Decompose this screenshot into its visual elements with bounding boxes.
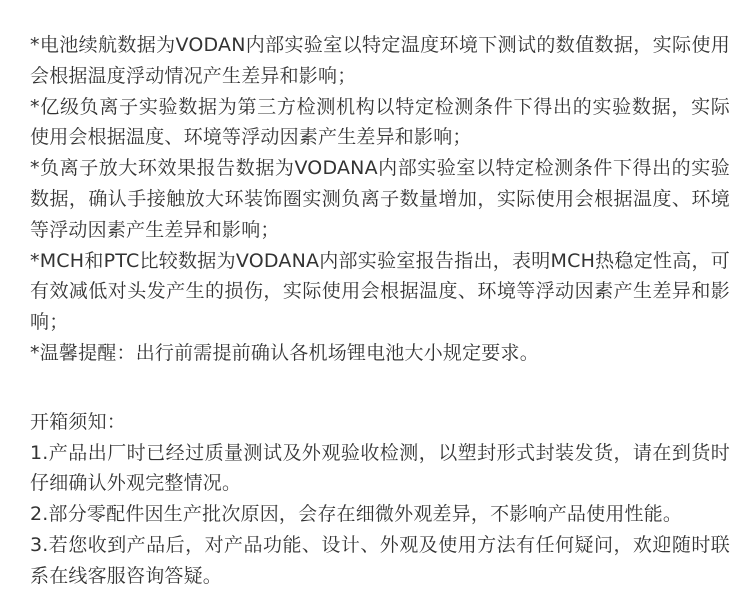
disclaimer-battery-life: *电池续航数据为VODAN内部实验室以特定温度环境下测试的数值数据，实际使用会根据温度浮动情况产生差异和影响； [30,34,730,87]
disclaimer-travel-reminder: *温馨提醒：出行前需提前确认各机场锂电池大小规定要求。 [30,341,539,364]
unboxing-heading: 开箱须知： [30,410,127,433]
unboxing-item-batch-difference: 2.部分零配件因生产批次原因，会存在细微外观差异，不影响产品使用性能。 [30,503,683,526]
disclaimer-ion-amplifier-ring: *负离子放大环效果报告数据为VODANA内部实验室以特定检测条件下得出的实验数据，确认手接触放大环装饰圈实测负离子数量增加，实际使用会根据温度、环境等浮动因素产生差异和影响； [30,157,730,241]
unboxing-item-inspection: 1.产品出厂时已经过质量测试及外观验收检测，以塑封形式封装发货，请在到货时仔细确认外观完整情况。 [30,441,730,495]
disclaimer-mch-ptc-comparison: *MCH和PTC比较数据为VODANA内部实验室报告指出，表明MCH热稳定性高，可有效减低对头发产生的损伤，实际使用会根据温度、环境等浮动因素产生差异和影响； [30,249,730,334]
section-spacer [30,369,730,407]
unboxing-item-customer-service: 3.若您收到产品后，对产品功能、设计、外观及使用方法有任何疑问，欢迎随时联系在线客服咨询答疑。 [30,533,730,587]
product-notice-document [30,30,730,592]
disclaimer-negative-ion-level: *亿级负离子实验数据为第三方检测机构以特定检测条件下得出的实验数据，实际使用会根据温度、环境等浮动因素产生差异和影响； [30,95,730,149]
